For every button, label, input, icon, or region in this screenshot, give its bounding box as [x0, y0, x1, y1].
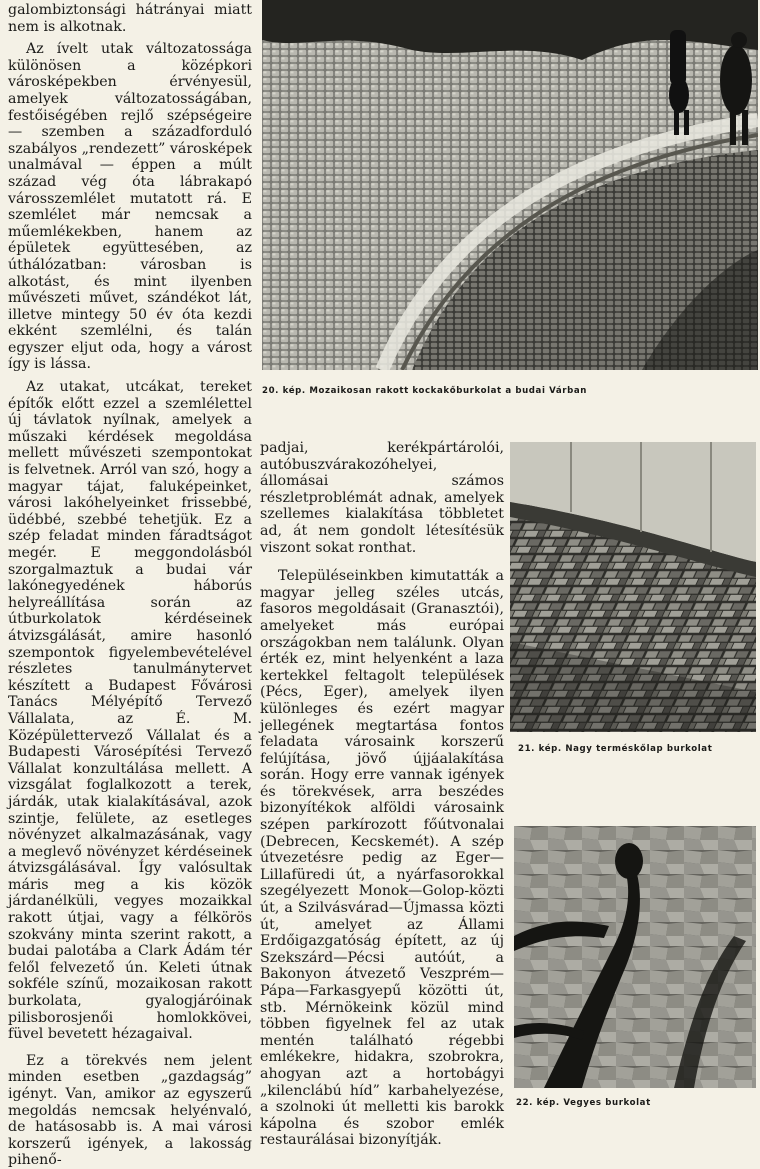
figure-22-photo — [514, 826, 756, 1088]
figure-20-photo — [262, 0, 758, 370]
paragraph: Ez a törekvés nem jelent minden esetben „gazdagság” igényt. Van, amikor az egyszerű megoldás nemcsak helyénvaló, de hatásosabb is. A mai városi korszerű igények, a lakosság pihenő- — [8, 1052, 252, 1169]
figure-20-caption: 20. kép. Mozaikosan rakott kockakőburkolat a budai Várban — [262, 386, 587, 396]
figure-22-caption: 22. kép. Vegyes burkolat — [516, 1098, 651, 1108]
paragraph: padjai, kerékpártárolói, autóbuszvárakozóhelyei, állomásai számos részletproblémát adnak, amelyek szellemes kialakítása többletet ad, át nem gondolt létesítésük viszont sokat ronthat. — [260, 440, 504, 556]
figure-21-caption: 21. kép. Nagy terméskőlap burkolat — [518, 744, 713, 754]
paragraph: Az ívelt utak változatossága különösen a középkori városképekben érvényesül, amelyek változatosságában, festőiségében rejlő szépségeire — szemben a századforduló szabályos „rendezett” városképek unalmával — éppen a múlt század vég óta lábrakapó városszemlélet mutatott rá. E szemlélet már nemcsak a műemlékekben, hanem az épületek együttesében, az úthálózatban: városban is alkotást, és mint ilyenben művészeti művet, szándékot lát, illetve mintegy 50 év óta kezdi ekként szemlélni, és talán egyszer eljut oda, hogy a várost így is lássa. — [8, 41, 252, 373]
paragraph: Településeinkben kimutatták a magyar jelleg széles utcás, fasoros megoldásait (Granasztói), amelyeket más európai országokban nem találunk. Olyan érték ez, mint helyenként a laza kertekkel feltagolt települések (Pécs, Eger), amelyek ilyen különleges és ezért magyar jellegének megtartása fontos feladata városaink korszerű felújítása, jövő újjáalakítása során. Hogy erre vannak igények és törekvések, arra beszédes bizonyítékok alföldi városaink szépen parkírozott főútvonalai (Debrecen, Kecskemét). A szép útvezetésre pedig az Eger—Lillafüredi út, a nyárfasorokkal szegélyezett Monok—Golop-közti út, a Szilvásvárad—Újmassa közti út, amelyet az Állami Erdőigazgatóság épített, az új Szekszárd—Pécsi autóút, a Bakonyon átvezető Veszprém—Pápa—Farkasgyepű közötti út, stb. Mérnökeink közül mind többen figyelnek fel az utak mentén található régebbi emlékekre, hidakra, szobrokra, ahogyan azt a hortobágyi „kilenclábú híd” karbahelyezése, a szolnoki út melletti kis barokk kápolna és szobor emlék restaurálásai bizonyítják. — [260, 568, 504, 1149]
paragraph: galombiztonsági hátrányai miatt nem is alkotnak. — [8, 2, 252, 35]
left-text-column — [8, 2, 252, 1169]
paragraph: Az utakat, utcákat, tereket építők előtt ezzel a szemlélettel új távlatok nyílnak, amelyek a műszaki kérdések megoldása mellett művészeti szempontokat is felvetnek. Arról van szó, hogy a magyar tájat, faluképeinket, városi lakóhelyeinket frissebbé, üdébbé, szebbé tehetjük. Ez a szép feladat minden fáradtságot megér. E meggondolásból szorgalmaztuk a budai vár lakónegyedének háborús helyreállítása során az útburkolatok kérdéseinek átvizsgálását, amire hasonló szempontok figyelembevételével részletes tanulmánytervet készített a Budapest Fővárosi Tanács Mélyépítő Tervező Vállalata, az É. M. Középülettervező Vállalat és a Budapesti Városépítési Tervező Vállalat konzultálása mellett. A vizsgálat foglalkozott a terek, járdák, utak kialakításával, azok szintje, felülete, az esetleges növényzet alkalmazásának, vagy a meglevő növényzet kérdéseinek átvizsgálásával. Így valósultak máris meg a kis közök járdanélküli, vegyes mozaikkal rakott útjai, vagy a félkörös szokvány minta szerint rakott, a budai palotába a Clark Ádám tér felől felvezető ún. Keleti útnak sokféle színű, mozaikosan rakott burkolata, gyalogjáróinak pilisborosjenői homlokkövei, füvel bevetett hézagaival. — [8, 379, 252, 1043]
figure-21-photo — [510, 442, 756, 732]
middle-text-column — [260, 440, 504, 1149]
